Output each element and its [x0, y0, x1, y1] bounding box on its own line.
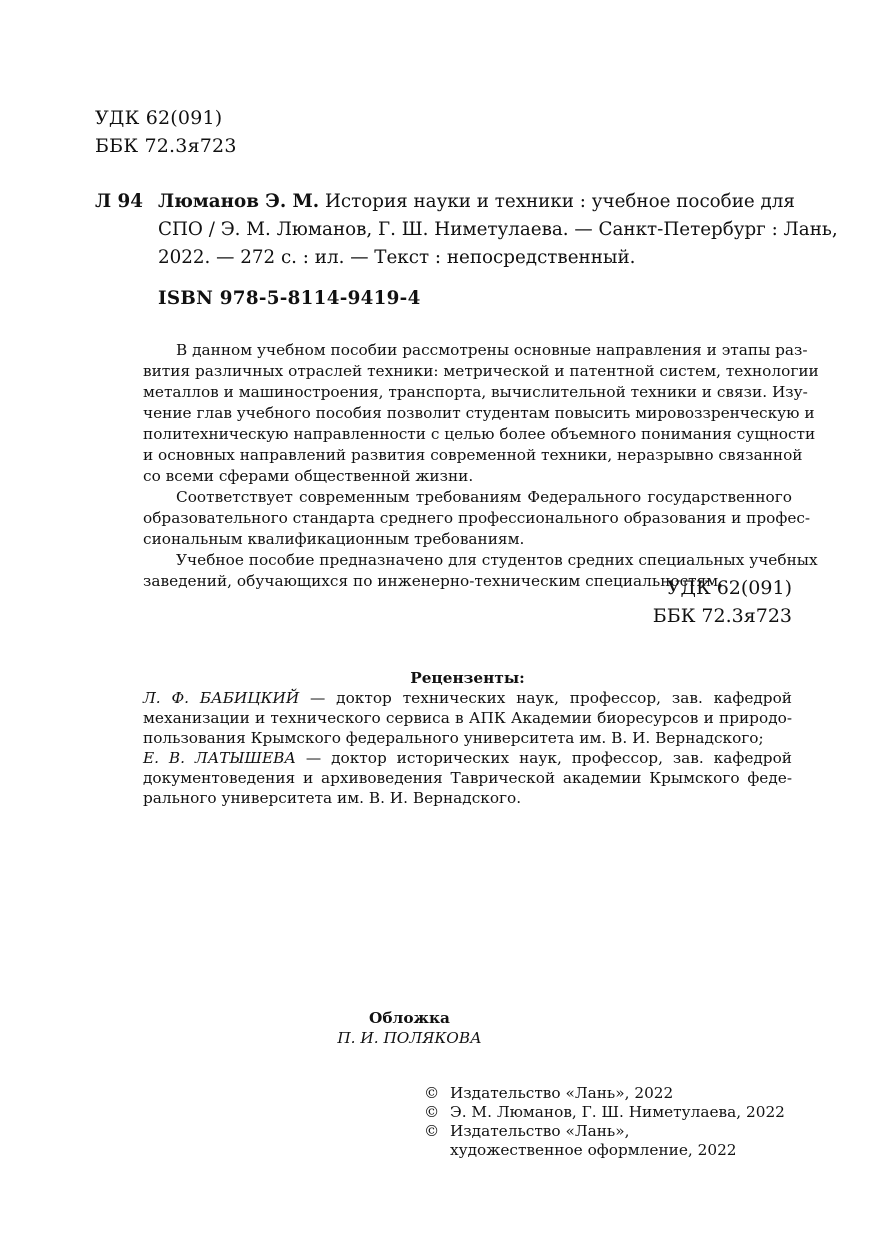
entry-line-1-text: История науки и техники : учебное пособие для — [324, 191, 795, 212]
cover-designer: П. И. ПОЛЯКОВА — [337, 1029, 482, 1047]
annotation-line: металлов и машиностроения, транспорта, вычислительной техники и связи. Изу- — [143, 383, 808, 401]
reviewer-2-title: — доктор исторических наук, профессор, зав. кафедрой — [295, 749, 792, 767]
annotation-line: сиональным квалификационным требованиям. — [143, 530, 525, 548]
reviewer-2-line: документоведения и архивоведения Таврической академии Крымского феде- — [143, 769, 792, 787]
reviewer-2-line — [143, 748, 792, 768]
isbn: ISBN 978-5-8114-9419-4 — [158, 288, 421, 309]
annotation-line: Соответствует современным требованиям Федерального государственного — [176, 488, 792, 506]
annotation-line: политехническую направленности с целью более объемного понимания сущности — [143, 425, 816, 443]
copyright-line — [424, 1084, 785, 1103]
copyright-icon: © — [424, 1084, 440, 1102]
bottom-classification-codes — [653, 574, 792, 630]
reviewer-2-line: рального университета им. В. И. Вернадского. — [143, 789, 522, 807]
bibliographic-description — [158, 188, 838, 272]
cover-credit — [143, 1008, 792, 1048]
annotation-line: В данном учебном пособии рассмотрены основные направления и этапы раз- — [176, 341, 808, 359]
copyright-notices — [424, 1084, 785, 1160]
bbk-code: ББК 72.3я723 — [652, 605, 792, 627]
copyright-continuation: художественное оформление, 2022 — [450, 1141, 737, 1159]
bbk-code: ББК 72.3я723 — [95, 135, 237, 157]
udk-code: УДК 62(091) — [666, 577, 792, 599]
annotation — [143, 340, 819, 592]
cover-title: Обложка — [369, 1009, 450, 1027]
annotation-line: и основных направлений развития современной техники, неразрывно связанной — [143, 446, 803, 464]
bibliographic-entry — [95, 188, 838, 272]
annotation-line: Учебное пособие предназначено для студентов средних специальных учебных — [176, 551, 818, 569]
copyright-text: Издательство «Лань», 2022 — [450, 1084, 674, 1102]
reviewer-1-name: Л. Ф. БАБИЦКИЙ — [143, 689, 300, 707]
reviewer-1-line — [143, 688, 792, 708]
annotation-paragraph-1 — [143, 340, 819, 487]
copyright-text: Э. М. Люманов, Г. Ш. Ниметулаева, 2022 — [450, 1103, 785, 1121]
top-classification-codes — [95, 104, 237, 160]
reviewers — [143, 668, 792, 808]
author-sign: Л 94 — [95, 191, 143, 212]
entry-author: Люманов Э. М. — [158, 191, 320, 212]
copyright-line — [424, 1122, 785, 1141]
entry-line-3: 2022. — 272 с. : ил. — Текст : непосредственный. — [158, 247, 636, 268]
reviewer-1-line: механизации и технического сервиса в АПК Академии биоресурсов и природо- — [143, 709, 792, 727]
copyright-text: Издательство «Лань», — [450, 1122, 630, 1140]
udk-code: УДК 62(091) — [95, 107, 223, 129]
reviewer-1-title: — доктор технических наук, профессор, зав. кафедрой — [299, 689, 792, 707]
annotation-paragraph-2 — [143, 487, 811, 550]
reviewers-heading: Рецензенты: — [410, 669, 525, 687]
reviewer-2-name: Е. В. ЛАТЫШЕВА — [143, 749, 296, 767]
entry-line-2: СПО / Э. М. Люманов, Г. Ш. Ниметулаева. — Санкт-Петербург : Лань, — [158, 219, 838, 240]
annotation-line: заведений, обучающихся по инженерно-техническим специальностям. — [143, 572, 724, 590]
annotation-line: вития различных отраслей техники: метрической и патентной систем, технологии — [143, 362, 819, 380]
annotation-line: образовательного стандарта среднего профессионального образования и профес- — [143, 509, 811, 527]
copyright-icon: © — [424, 1103, 440, 1121]
annotation-line: со всеми сферами общественной жизни. — [143, 467, 474, 485]
entry-line-1 — [158, 188, 795, 216]
copyright-line — [424, 1103, 785, 1122]
reviewer-1-line: пользования Крымского федерального университета им. В. И. Вернадского; — [143, 729, 764, 747]
copyright-icon: © — [424, 1122, 440, 1140]
annotation-line: чение глав учебного пособия позволит студентам повысить мировоззренческую и — [143, 404, 815, 422]
